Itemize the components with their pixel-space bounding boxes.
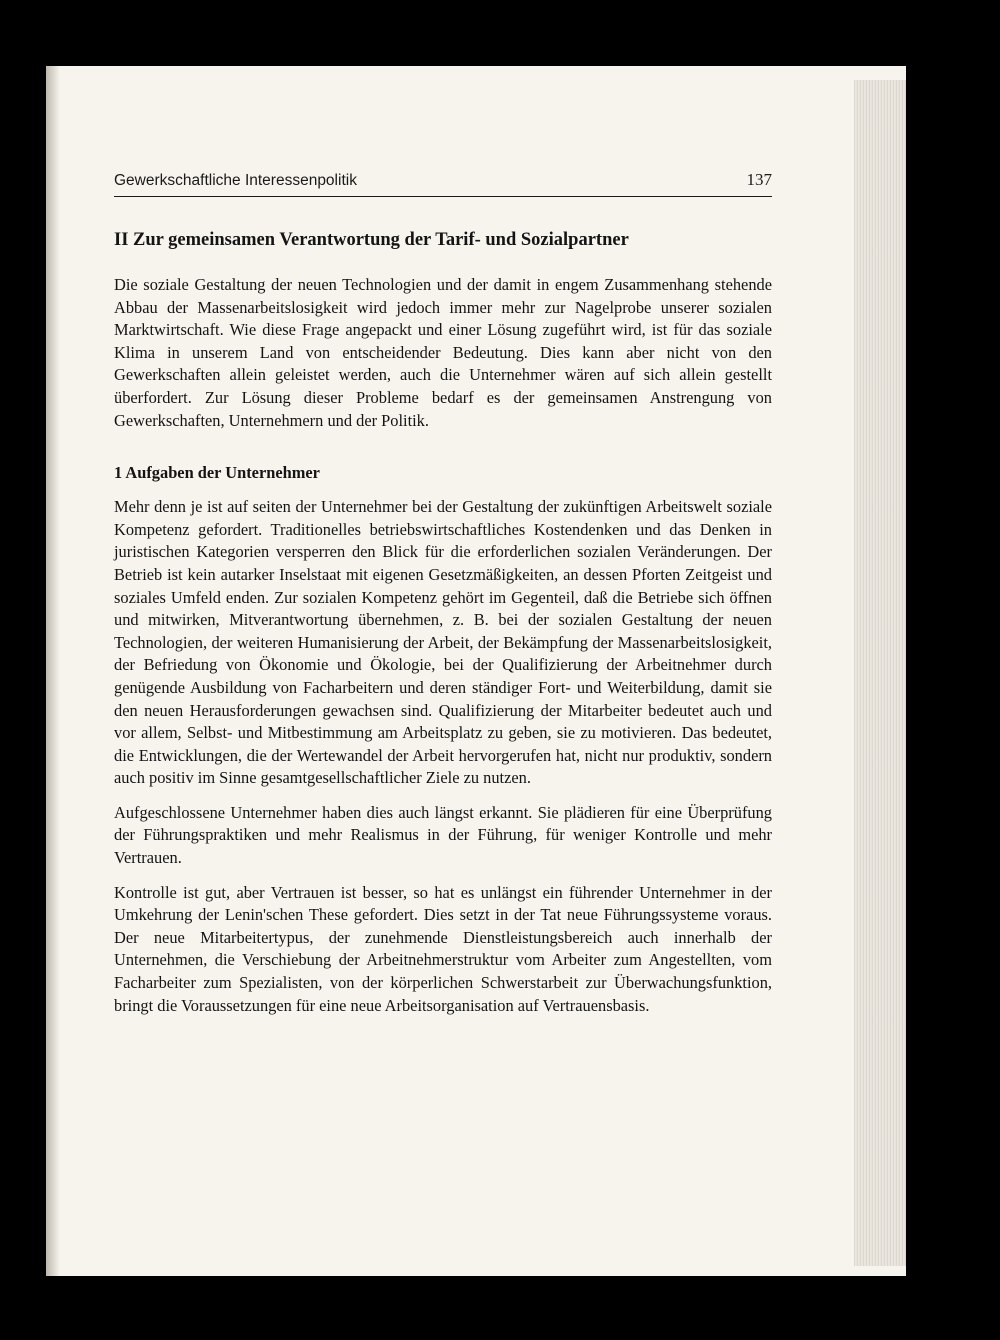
page-fore-edge (854, 80, 906, 1266)
section-heading: II Zur gemeinsamen Verantwortung der Tarif- und Sozialpartner (114, 230, 629, 250)
body-paragraph: Kontrolle ist gut, aber Vertrauen ist besser, so hat es unlängst ein führender Unternehmer in der Umkehrung der Lenin'schen These gefordert. Dies setzt in der Tat neue Führungssysteme voraus. Der neue Mitarbeitertypus, der zunehmende Dienstleistungsbereich auch innerhalb der Unternehmen, die Verschiebung der Arbeitnehmerstruktur vom Arbeiter zum Angestellten, vom Facharbeiter zum Spezialisten, von der körperlichen Schwerstarbeit zur Überwachungsfunktion, bringt die Voraussetzungen für eine neue Arbeitsorganisation auf Vertrauensbasis. (114, 882, 772, 1015)
subsection-heading: 1 Aufgaben der Unternehmer (114, 463, 320, 483)
body-paragraph: Mehr denn je ist auf seiten der Unternehmer bei der Gestaltung der zukünftigen Arbeitswelt soziale Kompetenz gefordert. Traditionelles betriebswirtschaftliches Kostendenken und das Denken in juristischen Kategorien versperren den Blick für die erforderlichen sozialen Veränderungen. Der Betrieb ist kein autarker Inselstaat mit eigenen Gesetzmäßigkeiten, an dessen Pforten Zeitgeist und soziales Umfeld enden. Zur sozialen Kompetenz gehört im Gegenteil, daß die Betriebe sich öffnen und mitwirken, Mitverantwortung übernehmen, z. B. bei der sozialen Gestaltung der neuen Technologien, der weiteren Humanisierung der Arbeit, der Bekämpfung der Massenarbeitslosigkeit, der Befriedung von Ökonomie und Ökologie, bei der Qualifizierung der Arbeitnehmer durch genügende Ausbildung von Facharbeitern und deren ständiger Fort- und Weiterbildung, damit sie den neuen Herausforderungen gewachsen sind. Qualifizierung der Mitarbeiter bedeutet auch und vor allem, Selbst- und Mitbestimmung am Arbeitsplatz zu geben, sie zu motivieren. Das bedeutet, die Entwicklungen, die der Wertewandel der Arbeit hervorgerufen hat, nicht nur produktiv, sondern auch positiv im Sinne gesamtgesellschaftlicher Ziele zu nutzen. (114, 497, 772, 788)
running-head-title: Gewerkschaftliche Interessenpolitik (114, 172, 357, 189)
page-body (114, 228, 772, 1017)
running-head (114, 170, 772, 197)
section-intro-paragraph: Die soziale Gestaltung der neuen Technologien und der damit in engem Zusammenhang stehende Abbau der Massenarbeitslosigkeit wird jedoch immer mehr zur Nagelprobe unserer sozialen Marktwirtschaft. Wie diese Frage angepackt und einer Lösung zugeführt wird, ist für das soziale Klima in unserem Land von entscheidender Bedeutung. Dies kann aber nicht von den Gewerkschaften allein geleistet werden, auch die Unternehmer wären auf sich allein gestellt überfordert. Zur Lösung dieser Probleme bedarf es der gemeinsamen Anstrengung von Gewerkschaften, Unternehmern und der Politik. (114, 275, 772, 430)
spine-shadow (46, 66, 60, 1276)
book-page (46, 66, 906, 1276)
body-paragraph: Aufgeschlossene Unternehmer haben dies auch längst erkannt. Sie plädieren für eine Überprüfung der Führungspraktiken und mehr Realismus in der Führung, für weniger Kontrolle und mehr Vertrauen. (114, 802, 772, 868)
page-number: 137 (746, 170, 772, 189)
